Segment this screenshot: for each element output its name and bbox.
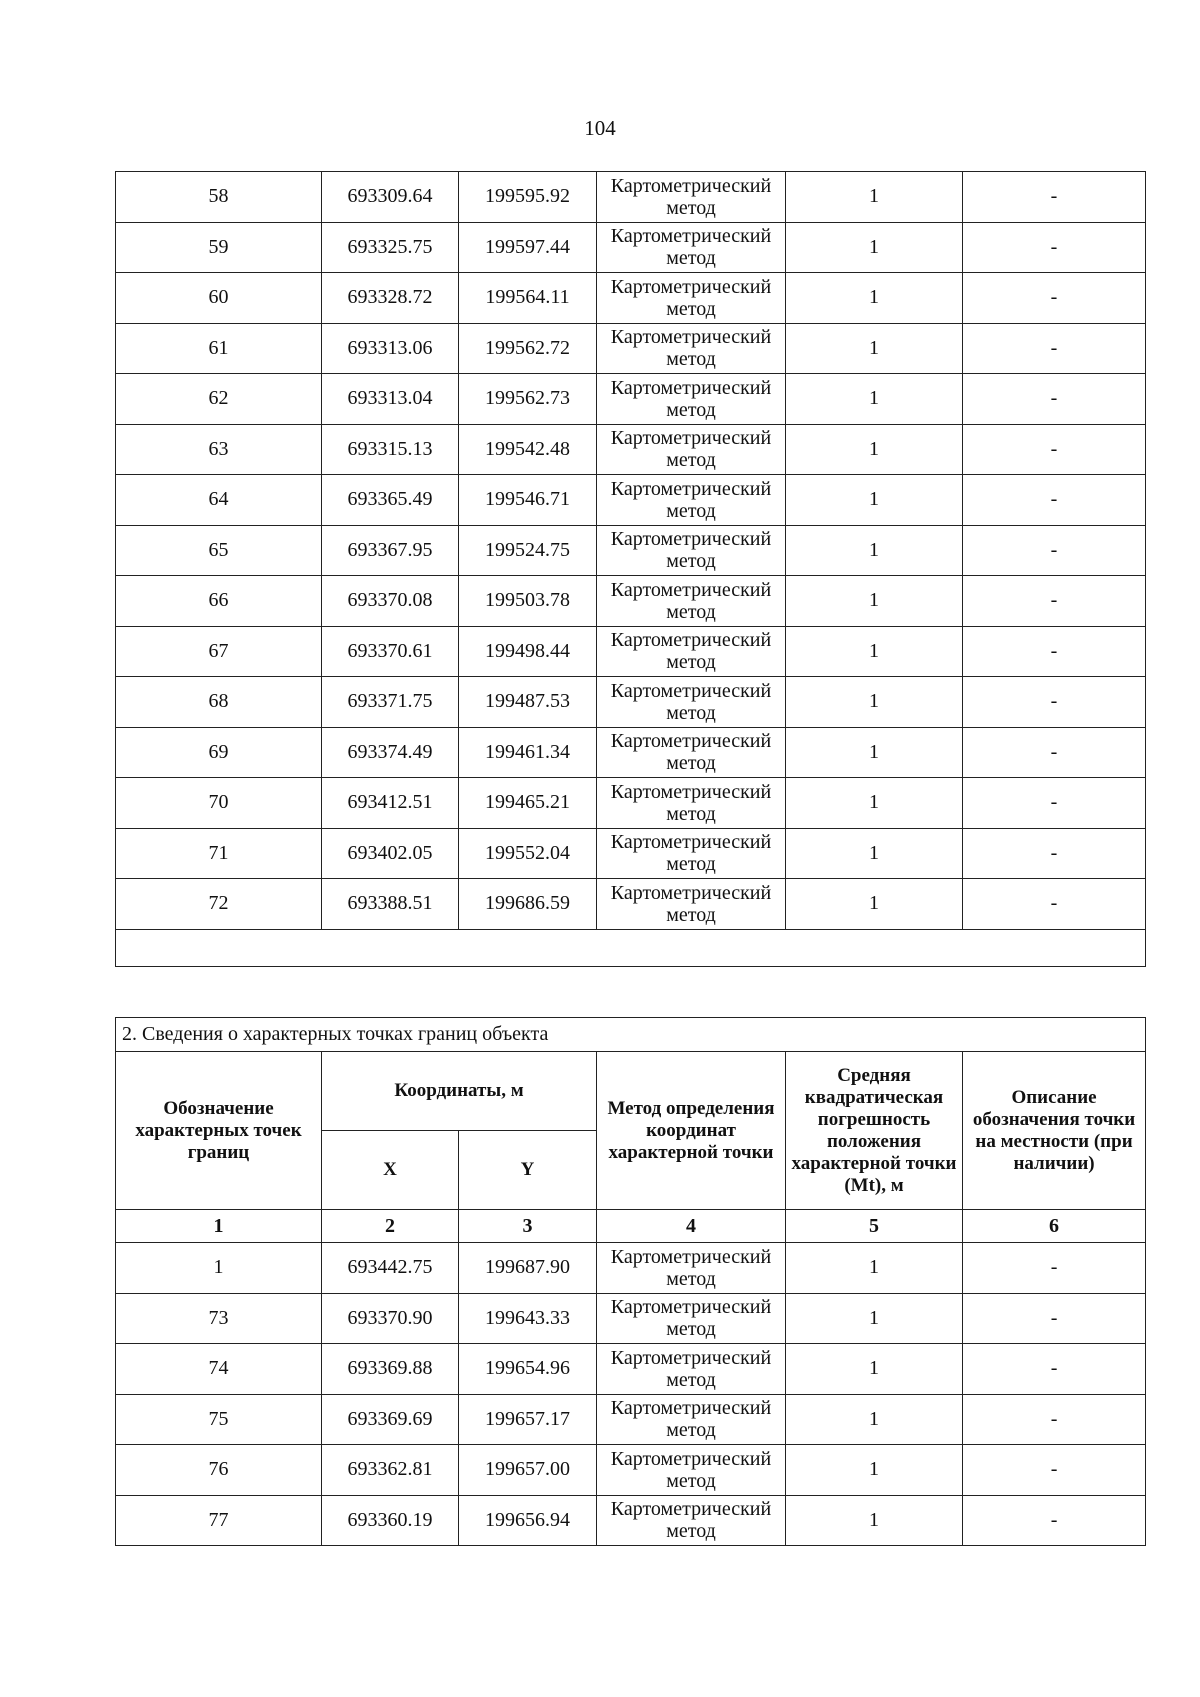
column-number: 3 xyxy=(459,1210,597,1243)
mt-cell: 1 xyxy=(786,1293,963,1344)
point-number-cell: 61 xyxy=(116,323,322,374)
description-cell: - xyxy=(963,1495,1146,1546)
header-designation: Обозначение характерных точек границ xyxy=(116,1052,322,1210)
description-cell: - xyxy=(963,576,1146,627)
description-cell: - xyxy=(963,1445,1146,1496)
description-cell: - xyxy=(963,727,1146,778)
point-number-cell: 58 xyxy=(116,172,322,223)
method-cell xyxy=(597,1293,786,1344)
x-coordinate-cell: 693370.08 xyxy=(322,576,459,627)
description-cell: - xyxy=(963,879,1146,930)
mt-cell: 1 xyxy=(786,626,963,677)
point-number-cell: 63 xyxy=(116,424,322,475)
column-number: 6 xyxy=(963,1210,1146,1243)
mt-cell: 1 xyxy=(786,677,963,728)
y-coordinate-cell: 199552.04 xyxy=(459,828,597,879)
x-coordinate-cell: 693374.49 xyxy=(322,727,459,778)
description-cell: - xyxy=(963,273,1146,324)
x-coordinate-cell: 693388.51 xyxy=(322,879,459,930)
description-cell: - xyxy=(963,374,1146,425)
point-number-cell: 67 xyxy=(116,626,322,677)
method-text: Картометрический метод xyxy=(610,477,772,522)
x-coordinate-cell: 693369.69 xyxy=(322,1394,459,1445)
table-row xyxy=(116,1445,1146,1496)
column-number: 5 xyxy=(786,1210,963,1243)
x-coordinate-cell: 693402.05 xyxy=(322,828,459,879)
description-cell: - xyxy=(963,1394,1146,1445)
method-cell xyxy=(597,424,786,475)
x-coordinate-cell: 693313.06 xyxy=(322,323,459,374)
method-cell xyxy=(597,828,786,879)
mt-cell: 1 xyxy=(786,1344,963,1395)
description-cell: - xyxy=(963,424,1146,475)
method-text: Картометрический метод xyxy=(610,578,772,623)
point-number-cell: 64 xyxy=(116,475,322,526)
method-text: Картометрический метод xyxy=(610,326,772,371)
method-text: Картометрический метод xyxy=(610,1397,772,1442)
header-description: Описание обозначения точки на местности (при наличии) xyxy=(963,1052,1146,1210)
method-text: Картометрический метод xyxy=(610,376,772,421)
point-number-cell: 71 xyxy=(116,828,322,879)
table-title: 2. Сведения о характерных точках границ объекта xyxy=(116,1018,1146,1052)
y-coordinate-cell: 199562.73 xyxy=(459,374,597,425)
point-number-cell: 1 xyxy=(116,1243,322,1294)
method-cell xyxy=(597,323,786,374)
description-cell: - xyxy=(963,828,1146,879)
table-row xyxy=(116,1344,1146,1395)
description-cell: - xyxy=(963,1293,1146,1344)
method-text: Картометрический метод xyxy=(610,275,772,320)
x-coordinate-cell: 693328.72 xyxy=(322,273,459,324)
method-text: Картометрический метод xyxy=(610,225,772,270)
page-number: 104 xyxy=(584,116,616,140)
table-row xyxy=(116,1243,1146,1294)
table-row xyxy=(116,576,1146,627)
header-mt: Средняя квадратическая погрешность положения характерной точки (Mt), м xyxy=(786,1052,963,1210)
x-coordinate-cell: 693315.13 xyxy=(322,424,459,475)
point-number-cell: 75 xyxy=(116,1394,322,1445)
point-number-cell: 70 xyxy=(116,778,322,829)
point-number-cell: 65 xyxy=(116,525,322,576)
method-cell xyxy=(597,172,786,223)
mt-cell: 1 xyxy=(786,172,963,223)
table-row xyxy=(116,424,1146,475)
mt-cell: 1 xyxy=(786,1243,963,1294)
x-coordinate-cell: 693442.75 xyxy=(322,1243,459,1294)
method-cell xyxy=(597,727,786,778)
y-coordinate-cell: 199564.11 xyxy=(459,273,597,324)
description-cell: - xyxy=(963,778,1146,829)
table-row xyxy=(116,778,1146,829)
boundary-points-table-continued xyxy=(115,171,1146,967)
method-cell xyxy=(597,374,786,425)
mt-cell: 1 xyxy=(786,1394,963,1445)
mt-cell: 1 xyxy=(786,323,963,374)
table-row xyxy=(116,1293,1146,1344)
boundary-points-table xyxy=(115,1017,1146,1546)
point-number-cell: 73 xyxy=(116,1293,322,1344)
x-coordinate-cell: 693412.51 xyxy=(322,778,459,829)
method-text: Картометрический метод xyxy=(610,881,772,926)
table-row xyxy=(116,475,1146,526)
table-row xyxy=(116,323,1146,374)
table-row xyxy=(116,626,1146,677)
y-coordinate-cell: 199657.00 xyxy=(459,1445,597,1496)
x-coordinate-cell: 693325.75 xyxy=(322,222,459,273)
point-number-cell: 72 xyxy=(116,879,322,930)
table-row xyxy=(116,172,1146,223)
x-coordinate-cell: 693365.49 xyxy=(322,475,459,526)
method-text: Картометрический метод xyxy=(610,528,772,573)
description-cell: - xyxy=(963,323,1146,374)
header-y: Y xyxy=(459,1131,597,1210)
method-cell xyxy=(597,222,786,273)
method-cell xyxy=(597,626,786,677)
mt-cell: 1 xyxy=(786,374,963,425)
mt-cell: 1 xyxy=(786,727,963,778)
point-number-cell: 77 xyxy=(116,1495,322,1546)
y-coordinate-cell: 199546.71 xyxy=(459,475,597,526)
mt-cell: 1 xyxy=(786,879,963,930)
method-text: Картометрический метод xyxy=(610,679,772,724)
table2-body xyxy=(116,1243,1146,1546)
point-number-cell: 59 xyxy=(116,222,322,273)
table-row xyxy=(116,374,1146,425)
method-text: Картометрический метод xyxy=(610,1296,772,1341)
method-cell xyxy=(597,273,786,324)
method-text: Картометрический метод xyxy=(610,831,772,876)
method-text: Картометрический метод xyxy=(610,427,772,472)
mt-cell: 1 xyxy=(786,1445,963,1496)
description-cell: - xyxy=(963,222,1146,273)
table-row xyxy=(116,727,1146,778)
table-row xyxy=(116,879,1146,930)
mt-cell: 1 xyxy=(786,828,963,879)
empty-row xyxy=(116,929,1146,966)
y-coordinate-cell: 199686.59 xyxy=(459,879,597,930)
column-number: 2 xyxy=(322,1210,459,1243)
y-coordinate-cell: 199656.94 xyxy=(459,1495,597,1546)
description-cell: - xyxy=(963,1243,1146,1294)
x-coordinate-cell: 693371.75 xyxy=(322,677,459,728)
column-number-row xyxy=(116,1210,1146,1243)
mt-cell: 1 xyxy=(786,273,963,324)
x-coordinate-cell: 693367.95 xyxy=(322,525,459,576)
point-number-cell: 69 xyxy=(116,727,322,778)
method-text: Картометрический метод xyxy=(610,730,772,775)
x-coordinate-cell: 693309.64 xyxy=(322,172,459,223)
method-text: Картометрический метод xyxy=(610,1346,772,1391)
point-number-cell: 68 xyxy=(116,677,322,728)
method-cell xyxy=(597,1243,786,1294)
description-cell: - xyxy=(963,525,1146,576)
mt-cell: 1 xyxy=(786,778,963,829)
empty-cell xyxy=(116,929,1146,966)
description-cell: - xyxy=(963,172,1146,223)
table1-body xyxy=(116,172,1146,967)
y-coordinate-cell: 199487.53 xyxy=(459,677,597,728)
y-coordinate-cell: 199643.33 xyxy=(459,1293,597,1344)
point-number-cell: 60 xyxy=(116,273,322,324)
description-cell: - xyxy=(963,475,1146,526)
method-cell xyxy=(597,1394,786,1445)
method-cell xyxy=(597,879,786,930)
method-cell xyxy=(597,677,786,728)
method-text: Картометрический метод xyxy=(610,1245,772,1290)
point-number-cell: 62 xyxy=(116,374,322,425)
table-row xyxy=(116,525,1146,576)
description-cell: - xyxy=(963,1344,1146,1395)
header-method: Метод определения координат характерной точки xyxy=(597,1052,786,1210)
table-row xyxy=(116,677,1146,728)
method-cell xyxy=(597,1495,786,1546)
method-cell xyxy=(597,576,786,627)
y-coordinate-cell: 199524.75 xyxy=(459,525,597,576)
header-coordinates: Координаты, м xyxy=(322,1052,597,1131)
mt-cell: 1 xyxy=(786,576,963,627)
method-cell xyxy=(597,1344,786,1395)
y-coordinate-cell: 199461.34 xyxy=(459,727,597,778)
table-row xyxy=(116,273,1146,324)
method-cell xyxy=(597,475,786,526)
table-row xyxy=(116,828,1146,879)
table-row xyxy=(116,222,1146,273)
x-coordinate-cell: 693369.88 xyxy=(322,1344,459,1395)
method-text: Картометрический метод xyxy=(610,174,772,219)
x-coordinate-cell: 693370.61 xyxy=(322,626,459,677)
y-coordinate-cell: 199562.72 xyxy=(459,323,597,374)
mt-cell: 1 xyxy=(786,525,963,576)
y-coordinate-cell: 199595.92 xyxy=(459,172,597,223)
mt-cell: 1 xyxy=(786,424,963,475)
x-coordinate-cell: 693360.19 xyxy=(322,1495,459,1546)
table-row xyxy=(116,1495,1146,1546)
description-cell: - xyxy=(963,677,1146,728)
method-text: Картометрический метод xyxy=(610,780,772,825)
y-coordinate-cell: 199654.96 xyxy=(459,1344,597,1395)
y-coordinate-cell: 199542.48 xyxy=(459,424,597,475)
mt-cell: 1 xyxy=(786,1495,963,1546)
method-text: Картометрический метод xyxy=(610,629,772,674)
method-cell xyxy=(597,778,786,829)
y-coordinate-cell: 199465.21 xyxy=(459,778,597,829)
point-number-cell: 74 xyxy=(116,1344,322,1395)
mt-cell: 1 xyxy=(786,475,963,526)
mt-cell: 1 xyxy=(786,222,963,273)
x-coordinate-cell: 693313.04 xyxy=(322,374,459,425)
column-number: 1 xyxy=(116,1210,322,1243)
column-number: 4 xyxy=(597,1210,786,1243)
y-coordinate-cell: 199657.17 xyxy=(459,1394,597,1445)
method-cell xyxy=(597,525,786,576)
x-coordinate-cell: 693370.90 xyxy=(322,1293,459,1344)
table-row xyxy=(116,1394,1146,1445)
point-number-cell: 76 xyxy=(116,1445,322,1496)
y-coordinate-cell: 199597.44 xyxy=(459,222,597,273)
description-cell: - xyxy=(963,626,1146,677)
y-coordinate-cell: 199498.44 xyxy=(459,626,597,677)
y-coordinate-cell: 199503.78 xyxy=(459,576,597,627)
header-x: X xyxy=(322,1131,459,1210)
x-coordinate-cell: 693362.81 xyxy=(322,1445,459,1496)
point-number-cell: 66 xyxy=(116,576,322,627)
method-cell xyxy=(597,1445,786,1496)
method-text: Картометрический метод xyxy=(610,1447,772,1492)
method-text: Картометрический метод xyxy=(610,1498,772,1543)
y-coordinate-cell: 199687.90 xyxy=(459,1243,597,1294)
